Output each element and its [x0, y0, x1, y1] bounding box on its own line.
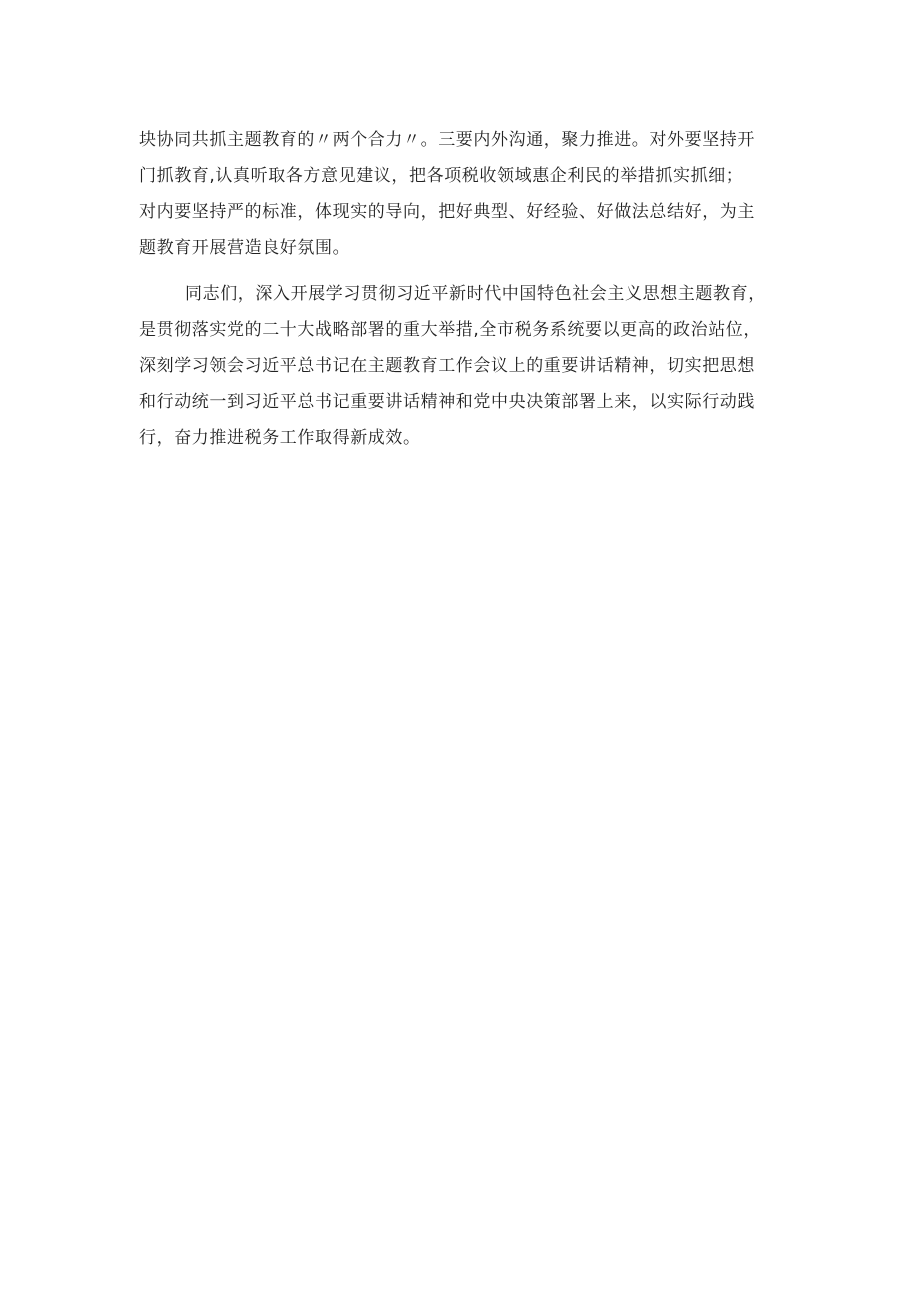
paragraph-gap — [139, 266, 799, 276]
paragraph-line: 和行动统一到习近平总书记重要讲话精神和党中央决策部署上来，以实际行动践 — [139, 392, 755, 412]
paragraph-line: 门抓教育,认真听取各方意见建议，把各项税收领域惠企利民的举措抓实抓细； — [139, 166, 744, 186]
paragraph-line: 是贯彻落实党的二十大战略部署的重大举措,全市税务系统要以更高的政治站位， — [139, 320, 762, 340]
paragraph-line: 深刻学习领会习近平总书记在主题教育工作会议上的重要讲话精神，切实把思想 — [139, 356, 755, 376]
paragraph-line: 块协同共抓主题教育的〃两个合力〃。三要内外沟通，聚力推进。对外要坚持开 — [139, 130, 755, 150]
paragraph-2 — [139, 276, 799, 456]
paragraph-1 — [139, 122, 799, 266]
paragraph-line: 行，奋力推进税务工作取得新成效。 — [139, 428, 421, 448]
paragraph-line: 题教育开展营造良好氛围。 — [139, 238, 351, 258]
document-body — [139, 122, 799, 456]
paragraph-line: 同志们，深入开展学习贯彻习近平新时代中国特色社会主义思想主题教育， — [185, 284, 766, 304]
paragraph-line: 对内要坚持严的标准，体现实的导向，把好典型、好经验、好做法总结好，为主 — [139, 202, 755, 222]
